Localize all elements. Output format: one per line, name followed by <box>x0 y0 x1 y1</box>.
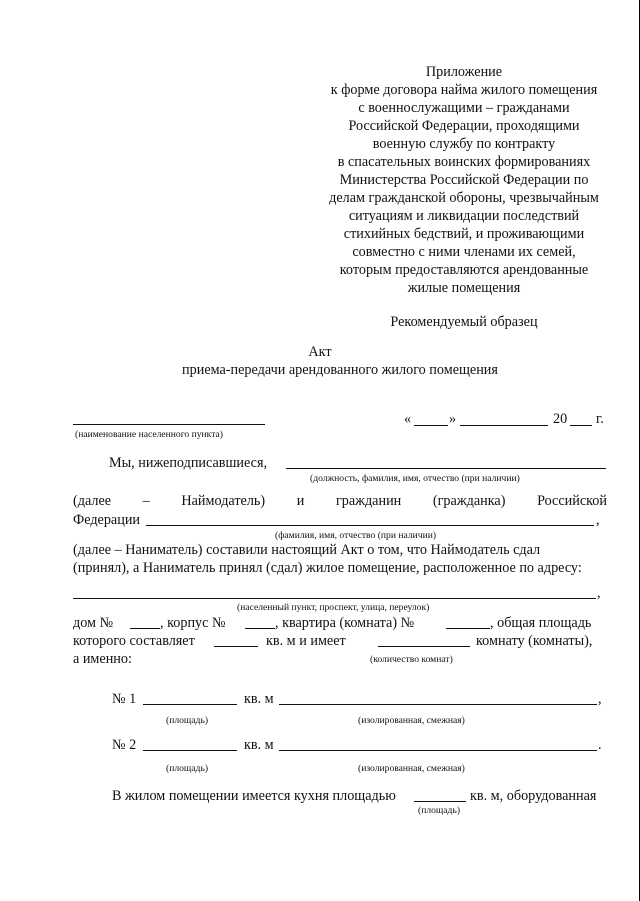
place-name-field[interactable] <box>73 424 265 425</box>
room-count-caption: (количество комнат) <box>370 654 453 665</box>
room-2-unit: кв. м <box>244 737 274 753</box>
annex-line: к форме договора найма жилого помещения <box>330 82 598 98</box>
date-month-field[interactable] <box>460 425 548 426</box>
annex-line: с военнослужащими – гражданами <box>358 100 570 116</box>
annex-line: совместно с ними членами их семей, <box>352 244 576 260</box>
annex-line: Российской Федерации, проходящими <box>348 118 580 134</box>
room-2-type-field[interactable] <box>279 750 597 751</box>
annex-line: жилые помещения <box>407 280 521 296</box>
undersigned-text: Мы, нижеподписавшиеся, <box>109 455 268 471</box>
namely-label: а именно: <box>73 651 132 667</box>
document-subtitle: приема-передачи арендованного жилого помещения <box>182 362 498 378</box>
room-2-end: . <box>598 737 602 753</box>
room-2-label: № 2 <box>112 737 137 753</box>
date-year-field[interactable] <box>570 425 592 426</box>
annex-line: ситуациям и ликвидации последствий <box>348 208 580 224</box>
room-1-unit: кв. м <box>244 691 274 707</box>
kitchen-equipped-text: кв. м, оборудованная <box>470 788 597 804</box>
room-1-end: , <box>598 691 602 707</box>
total-area-field[interactable] <box>214 646 258 647</box>
room-1-type-field[interactable] <box>279 704 597 705</box>
room-2-area-caption: (площадь) <box>166 763 209 774</box>
kitchen-area-field[interactable] <box>414 801 466 802</box>
total-area-label: , общая площадь <box>490 615 592 631</box>
date-year-suffix: г. <box>596 411 604 427</box>
tenant-name-comma: , <box>596 512 600 528</box>
room-1-label: № 1 <box>112 691 137 707</box>
apartment-number-field[interactable] <box>446 628 490 629</box>
building-number-label: , корпус № <box>160 615 226 631</box>
annex-line: в спасательных воинских формированиях <box>337 154 591 170</box>
room-count-field[interactable] <box>378 646 470 647</box>
tenant-name-caption: (фамилия, имя, отчество (при наличии) <box>275 530 437 541</box>
annex-line: делам гражданской обороны, чрезвычайным <box>329 190 599 206</box>
act-text-line1: (далее – Наниматель) составили настоящий Акт о том, что Наймодатель сдал <box>73 542 541 558</box>
landlord-position-caption: (должность, фамилия, имя, отчество (при наличии) <box>310 473 520 484</box>
date-day-field[interactable] <box>414 425 448 426</box>
room-1-type-caption: (изолированная, смежная) <box>358 715 465 726</box>
room-1-area-field[interactable] <box>143 704 237 705</box>
annex-line: стихийных бедствий, и проживающими <box>343 226 585 242</box>
landlord-citizen-line: (далее – Наймодатель) и гражданин (гражданка) Российской <box>73 493 607 509</box>
annex-line: Приложение <box>425 64 503 80</box>
landlord-position-name-field[interactable] <box>286 468 606 469</box>
act-text-line2: (принял), а Наниматель принял (сдал) жилое помещение, расположенное по адресу: <box>73 560 582 576</box>
annex-line: Министерства Российской Федерации по <box>339 172 589 188</box>
document-title: Акт <box>308 344 332 360</box>
building-number-field[interactable] <box>245 628 275 629</box>
rooms-label: комнату (комнаты), <box>476 633 593 649</box>
place-name-caption: (наименование населенного пункта) <box>75 429 223 440</box>
apartment-number-label: , квартира (комната) № <box>275 615 415 631</box>
recommended-sample-label: Рекомендуемый образец <box>390 314 538 330</box>
address-field[interactable] <box>73 598 596 599</box>
date-quote-open: « <box>404 411 412 427</box>
consists-of-label: которого составляет <box>73 633 195 649</box>
annex-line: военную службу по контракту <box>372 136 556 152</box>
address-caption: (населенный пункт, проспект, улица, переулок) <box>237 602 430 613</box>
federation-text: Федерации <box>73 512 141 528</box>
house-number-field[interactable] <box>130 628 160 629</box>
kitchen-area-caption: (площадь) <box>418 805 461 816</box>
kitchen-text: В жилом помещении имеется кухня площадью <box>112 788 396 804</box>
tenant-name-field[interactable] <box>146 525 594 526</box>
house-number-label: дом № <box>73 615 114 631</box>
annex-line: которым предоставляются арендованные <box>339 262 589 278</box>
date-quote-close: » <box>449 411 457 427</box>
date-year-prefix: 20 <box>553 411 568 427</box>
room-1-area-caption: (площадь) <box>166 715 209 726</box>
sqm-and-has-label: кв. м и имеет <box>266 633 346 649</box>
address-comma: , <box>597 585 601 601</box>
room-2-type-caption: (изолированная, смежная) <box>358 763 465 774</box>
room-2-area-field[interactable] <box>143 750 237 751</box>
